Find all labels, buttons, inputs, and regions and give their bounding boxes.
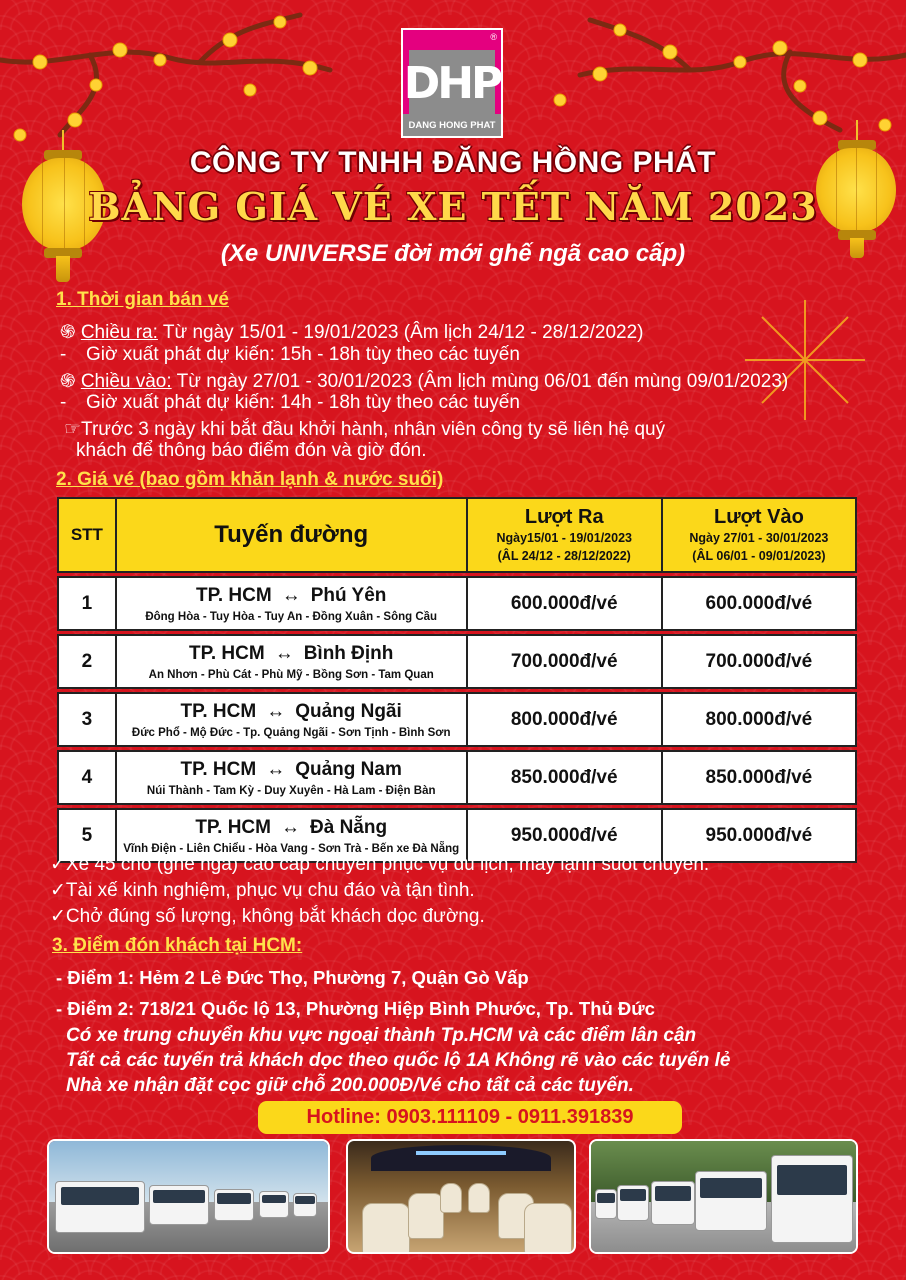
deposit-note: Nhà xe nhận đặt cọc giữ chỗ 200.000Đ/Vé cho tất cả các tuyến. — [66, 1075, 634, 1096]
route-stops: Đông Hòa - Tuy Hòa - Tuy An - Đồng Xuân - Sông Cầu — [145, 610, 438, 623]
check-icon: ✓ — [50, 906, 66, 927]
dash-bullet: - — [60, 344, 67, 365]
company-name: CÔNG TY TNHH ĐĂNG HỒNG PHÁT — [189, 146, 717, 179]
pointing-hand-icon: ☞ — [64, 419, 82, 440]
route-from: TP. HCM — [180, 758, 257, 780]
logo-name: DANG HONG PHAT — [403, 114, 501, 136]
page-title: BẢNG GIÁ VÉ XE TẾT NĂM 2023 — [88, 184, 818, 229]
route-endpoints — [117, 759, 466, 781]
route-stops: Vĩnh Điện - Liên Chiểu - Hòa Vang - Sơn Trà - Bến xe Đà Nẵng — [123, 842, 460, 855]
notice-line-1 — [64, 418, 665, 441]
row-stt: 5 — [58, 809, 116, 862]
price-inbound: 700.000đ/vé — [662, 635, 856, 688]
price-inbound: 800.000đ/vé — [662, 693, 856, 746]
row-stt: 3 — [58, 693, 116, 746]
check-icon: ✓ — [50, 880, 66, 901]
row-stt: 4 — [58, 751, 116, 804]
transfer-note: Có xe trung chuyển khu vực ngoại thành Tp.HCM và các điểm lân cận — [66, 1025, 697, 1046]
header-inbound — [662, 498, 856, 572]
outbound-line — [60, 318, 644, 344]
check-icon: ✓ — [50, 854, 66, 875]
route-to: Đà Nẵng — [310, 816, 388, 838]
outbound-dates: Từ ngày 15/01 - 19/01/2023 (Âm lịch 24/12 - 28/12/2022) — [157, 322, 644, 343]
header-route: Tuyến đường — [116, 498, 467, 572]
feature-1 — [50, 853, 709, 876]
double-arrow-icon: ↔ — [274, 642, 294, 664]
inbound-time-line — [60, 392, 520, 414]
dash-bullet: - — [60, 392, 67, 413]
lantern-string-right — [856, 120, 858, 142]
section1-heading: 1. Thời gian bán vé — [56, 289, 229, 310]
row-stt: 2 — [58, 635, 116, 688]
double-arrow-icon: ↔ — [266, 700, 286, 722]
outbound-label: Chiều ra: — [80, 322, 158, 343]
registered-mark: ® — [490, 32, 497, 42]
notice-text-2: khách để thông báo điểm đón và giờ đón. — [76, 440, 427, 461]
header-outbound-lunar: (ÂL 24/12 - 28/12/2022) — [497, 548, 631, 563]
route-endpoints — [117, 585, 466, 607]
table-row — [58, 635, 856, 688]
price-table — [57, 497, 857, 863]
price-outbound: 850.000đ/vé — [467, 751, 662, 804]
flower-bullet-icon: ֍ — [60, 322, 76, 343]
row-route — [116, 577, 467, 630]
inbound-dates: Từ ngày 27/01 - 30/01/2023 (Âm lịch mùng 06/01 đến mùng 09/01/2023) — [171, 371, 789, 392]
price-outbound: 800.000đ/vé — [467, 693, 662, 746]
section2-heading: 2. Giá vé (bao gồm khăn lạnh & nước suối) — [56, 469, 444, 490]
bus-fleet-photo-2 — [589, 1139, 858, 1254]
route-from: TP. HCM — [189, 642, 265, 664]
route-endpoints — [117, 817, 466, 839]
table-row — [58, 577, 856, 630]
row-route — [116, 635, 467, 688]
header-inbound-lunar: (ÂL 06/01 - 09/01/2023) — [692, 548, 826, 563]
inbound-label: Chiều vào: — [80, 371, 172, 392]
route-stops: Núi Thành - Tam Kỳ - Duy Xuyên - Hà Lam - Điện Bàn — [146, 784, 436, 797]
route-to: Phú Yên — [310, 584, 387, 606]
price-inbound: 950.000đ/vé — [662, 809, 856, 862]
route-note: Tất cả các tuyến trả khách dọc theo quốc lộ 1A Không rẽ vào các tuyến lẻ — [66, 1050, 731, 1071]
feature-1-text: Xe 45 chỗ (ghế ngã) cao cấp chuyên phục vụ du lịch, máy lạnh suốt chuyến. — [65, 854, 710, 875]
pickup-point-1: - Điểm 1: Hẻm 2 Lê Đức Thọ, Phường 7, Quận Gò Vấp — [56, 967, 529, 988]
inbound-time: Giờ xuất phát dự kiến: 14h - 18h tùy theo các tuyến — [86, 392, 520, 413]
route-to: Quảng Ngãi — [295, 700, 402, 722]
price-outbound: 600.000đ/vé — [467, 577, 662, 630]
row-route — [116, 693, 467, 746]
route-to: Quảng Nam — [295, 758, 402, 780]
header-inbound-dates: Ngày 27/01 - 30/01/2023 — [689, 530, 829, 545]
route-endpoints — [117, 701, 466, 723]
price-outbound: 700.000đ/vé — [467, 635, 662, 688]
table-row — [58, 751, 856, 804]
bus-fleet-photo-1 — [47, 1139, 330, 1254]
route-stops: Đức Phổ - Mộ Đức - Tp. Quảng Ngãi - Sơn Tịnh - Bình Sơn — [131, 726, 451, 739]
header-outbound — [467, 498, 662, 572]
route-endpoints — [117, 643, 466, 665]
header-outbound-dates: Ngày15/01 - 19/01/2023 — [496, 530, 632, 545]
route-from: TP. HCM — [195, 816, 271, 838]
price-inbound: 850.000đ/vé — [662, 751, 856, 804]
hotline-badge[interactable]: Hotline: 0903.111109 - 0911.391839 — [258, 1101, 682, 1134]
route-from: TP. HCM — [180, 700, 257, 722]
feature-3 — [50, 905, 485, 928]
feature-2-text: Tài xế kinh nghiệm, phục vụ chu đáo và tận tình. — [65, 880, 475, 901]
notice-text-1: Trước 3 ngày khi bắt đầu khởi hành, nhân viên công ty sẽ liên hệ quý — [81, 419, 666, 440]
row-stt: 1 — [58, 577, 116, 630]
page-subtitle: (Xe UNIVERSE đời mới ghế ngã cao cấp) — [220, 240, 686, 267]
inbound-line — [60, 367, 788, 393]
price-inbound: 600.000đ/vé — [662, 577, 856, 630]
price-outbound: 950.000đ/vé — [467, 809, 662, 862]
double-arrow-icon: ↔ — [266, 758, 286, 780]
logo-letters: DHP — [409, 50, 495, 116]
row-route — [116, 751, 467, 804]
double-arrow-icon: ↔ — [281, 584, 301, 606]
outbound-time: Giờ xuất phát dự kiến: 15h - 18h tùy theo các tuyến — [86, 344, 520, 365]
table-row — [58, 693, 856, 746]
feature-2 — [50, 879, 475, 902]
firework-decoration — [730, 290, 880, 430]
header-outbound-title: Lượt Ra — [524, 505, 604, 528]
section3-heading: 3. Điểm đón khách tại HCM: — [52, 935, 303, 956]
route-stops: An Nhơn - Phù Cát - Phù Mỹ - Bồng Sơn - Tam Quan — [148, 668, 434, 681]
outbound-time-line — [60, 344, 520, 366]
bus-interior-photo — [346, 1139, 576, 1254]
feature-3-text: Chở đúng số lượng, không bắt khách dọc đường. — [65, 906, 485, 927]
pickup-point-2: - Điểm 2: 718/21 Quốc lộ 13, Phường Hiệp Bình Phước, Tp. Thủ Đức — [56, 998, 655, 1019]
double-arrow-icon: ↔ — [281, 816, 300, 838]
table-header-row — [58, 498, 856, 572]
route-to: Bình Định — [303, 642, 394, 664]
header-inbound-title: Lượt Vào — [713, 505, 804, 528]
flower-bullet-icon: ֍ — [60, 371, 76, 392]
header-stt: STT — [58, 498, 116, 572]
route-from: TP. HCM — [196, 584, 272, 606]
company-logo — [401, 28, 503, 138]
